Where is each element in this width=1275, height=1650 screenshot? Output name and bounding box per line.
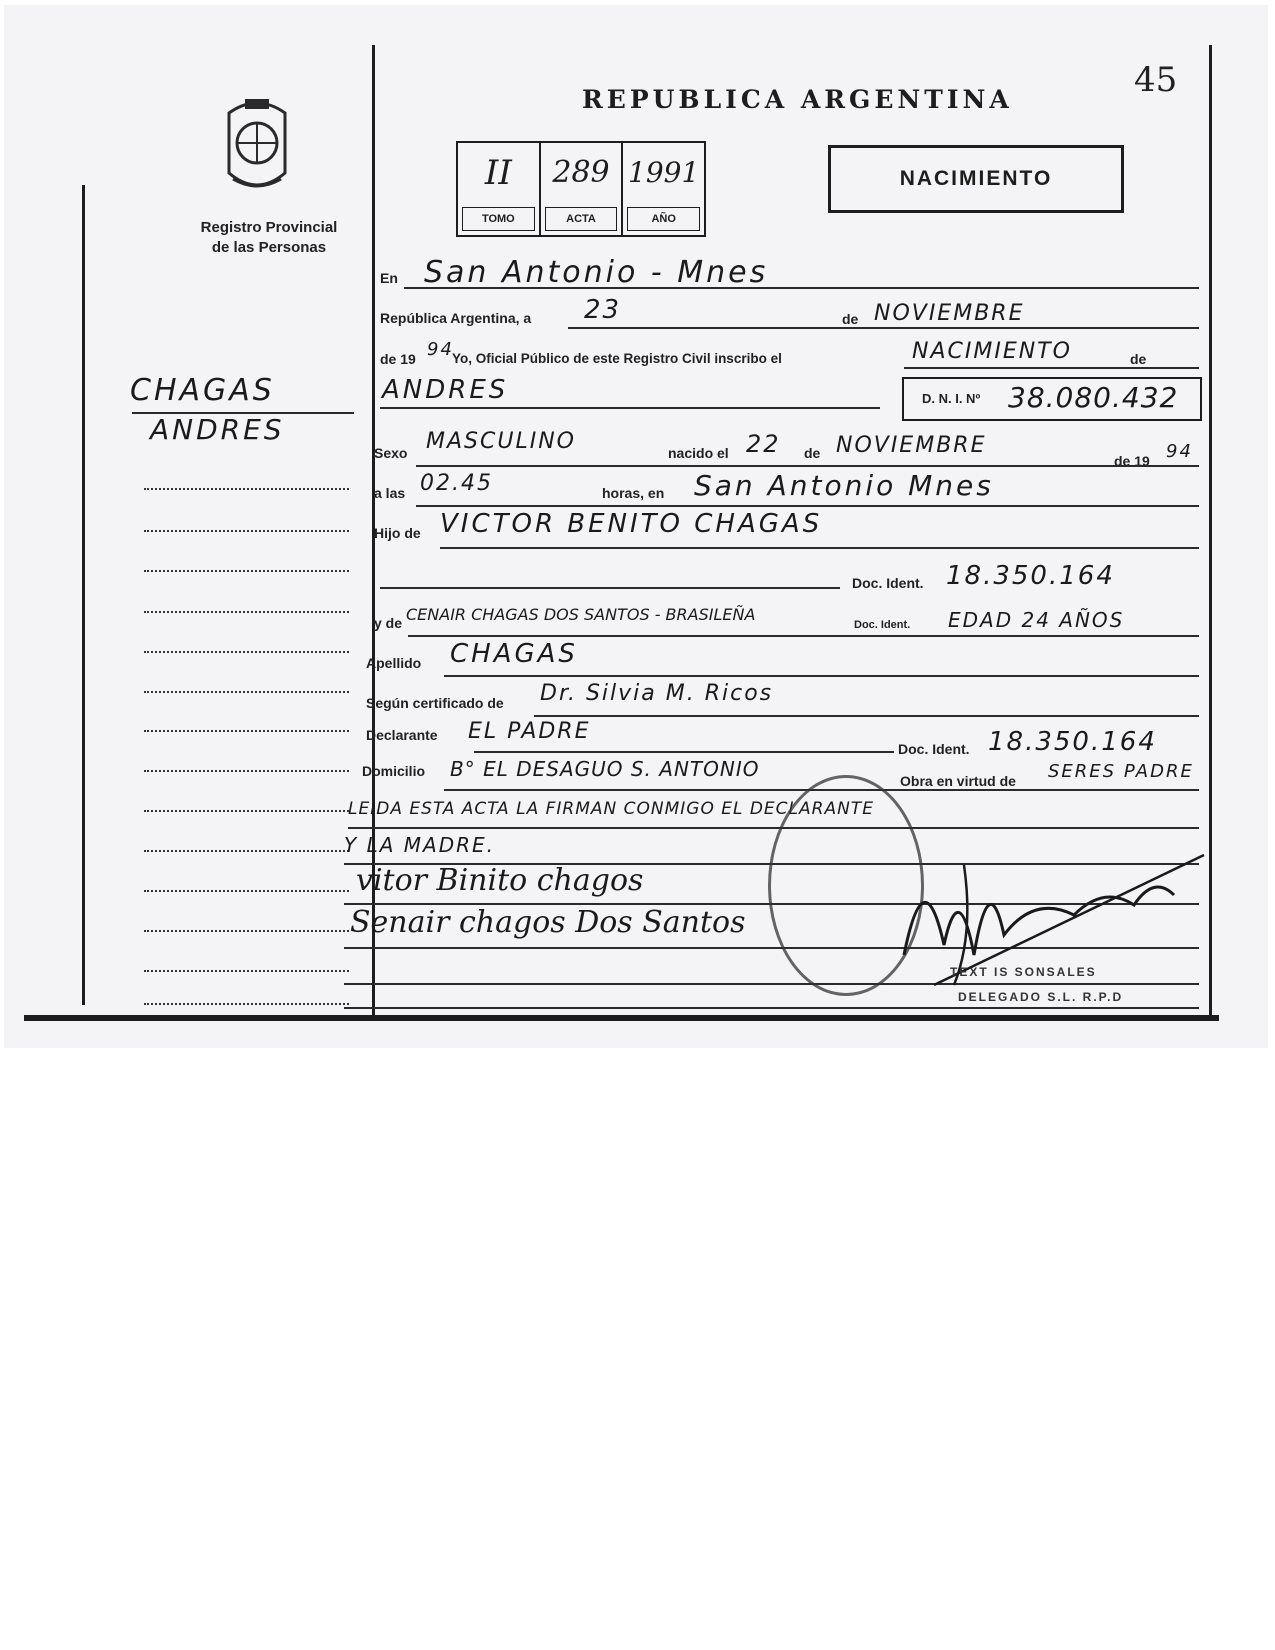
segun-value: Dr. Silvia M. Ricos (540, 681, 774, 706)
row-rule (904, 365, 1199, 369)
de2-label: de (1130, 351, 1147, 367)
row-rule (568, 325, 1199, 329)
row-rule (416, 463, 1199, 467)
mother-doc-label: Doc. Ident. (854, 619, 911, 631)
oficial-label: Yo, Oficial Público de este Registro Civil inscribo el (452, 351, 782, 366)
registry-line-2: de las Personas (211, 239, 327, 256)
obra-label: Obra en virtud de (900, 773, 1016, 789)
birth-month-value: NOVIEMBRE (836, 433, 987, 458)
birth-year-label: de 19 (1114, 453, 1150, 469)
father-signature: vitor Binito chagos (356, 863, 644, 898)
dni-label: D. N. I. Nº (922, 391, 981, 406)
en-value: San Antonio - Mnes (424, 255, 769, 290)
note-line-2: Y LA MADRE. (344, 833, 495, 857)
row-rule (348, 825, 1199, 829)
margin-dotted-line (144, 847, 349, 852)
en-label: En (380, 270, 398, 286)
y-de-label: y de (374, 615, 403, 631)
reference-box (456, 141, 706, 237)
row-rule (380, 585, 840, 589)
hijo-label: Hijo de (374, 525, 421, 541)
row-rule (344, 1005, 1199, 1009)
row-rule (444, 673, 1199, 677)
hour-value: 02.45 (420, 471, 493, 496)
row-rule (416, 503, 1199, 507)
act-value: NACIMIENTO (912, 339, 1072, 364)
day-value: 23 (584, 295, 622, 325)
scanned-document (4, 5, 1268, 1048)
row-rule (534, 713, 1199, 717)
margin-dotted-line (144, 567, 349, 572)
margin-dotted-line (144, 688, 349, 693)
a-las-label: a las (374, 485, 406, 501)
row-rule (474, 749, 894, 753)
margin-note-line-2: ANDRES (150, 413, 285, 446)
note-line-1: LEIDA ESTA ACTA LA FIRMAN CONMIGO EL DECLARANTE (348, 799, 874, 819)
row-rule (408, 633, 1199, 637)
birth-year-value: 94 (1166, 441, 1193, 462)
margin-dotted-line (144, 527, 349, 532)
sexo-value: MASCULINO (426, 429, 576, 454)
tomo-cell (458, 143, 541, 235)
birth-place-value: San Antonio Mnes (694, 469, 994, 502)
dni-box (902, 377, 1202, 421)
margin-dotted-line (144, 767, 349, 772)
margin-note-line-1: CHAGAS (130, 373, 275, 408)
margin-dotted-line (144, 727, 349, 732)
segun-label: Según certificado de (366, 695, 504, 711)
row-rule (404, 285, 1199, 289)
margin-dotted-line (144, 927, 349, 932)
acta-label: ACTA (545, 207, 618, 231)
birth-day-value: 22 (746, 430, 781, 458)
declarante-doc-value: 18.350.164 (988, 727, 1157, 757)
father-value: VICTOR BENITO CHAGAS (440, 509, 823, 539)
ano-cell (623, 143, 704, 235)
official-title: DELEGADO S.L. R.P.D (958, 990, 1124, 1004)
page-number: 45 (1134, 60, 1178, 100)
margin-dotted-line (144, 967, 349, 972)
registry-line-1: Registro Provincial (200, 219, 338, 236)
registry-name (164, 218, 374, 258)
horas-label: horas, en (602, 485, 665, 501)
row-rule (380, 405, 880, 409)
margin-dotted-line (144, 608, 349, 613)
mother-signature: Senair chagos Dos Santos (350, 905, 746, 940)
dni-value: 38.080.432 (1008, 381, 1179, 414)
mother-doc-value: EDAD 24 AÑOS (948, 608, 1125, 632)
declarante-value: EL PADRE (468, 719, 591, 744)
apellido-label: Apellido (366, 655, 422, 671)
mother-value: CENAIR CHAGAS DOS SANTOS - BRASILEÑA (406, 605, 756, 624)
official-name: TEXT IS SONSALES (950, 965, 1097, 979)
name-value: ANDRES (382, 375, 509, 405)
de-label: de (842, 311, 859, 327)
bottom-border-line (24, 1015, 1219, 1021)
margin-dotted-line (144, 485, 349, 490)
margin-dotted-line (144, 807, 349, 812)
ano-label: AÑO (627, 207, 700, 231)
declarante-doc-label: Doc. Ident. (898, 741, 970, 757)
margin-dotted-line (144, 648, 349, 653)
ano-value: 1991 (628, 156, 700, 189)
de3-label: de (804, 445, 821, 461)
margin-dotted-line (144, 887, 349, 892)
acta-value: 289 (552, 155, 610, 190)
year-value: 94 (427, 339, 454, 360)
left-fold-line (82, 185, 85, 1005)
certificate-sheet (4, 5, 1268, 1048)
sexo-label: Sexo (374, 445, 408, 461)
row-rule (440, 545, 1199, 549)
father-doc-value: 18.350.164 (946, 561, 1115, 591)
tomo-label: TOMO (462, 207, 535, 231)
republica-label: República Argentina, a (380, 310, 532, 326)
country-title: REPUBLICA ARGENTINA (582, 85, 1013, 114)
obra-value: SERES PADRE (1048, 761, 1194, 782)
provincial-seal-icon (219, 93, 295, 199)
nacido-label: nacido el (668, 445, 729, 461)
month-value: NOVIEMBRE (874, 301, 1025, 326)
apellido-value: CHAGAS (450, 639, 578, 669)
domicilio-value: B° EL DESAGUO S. ANTONIO (450, 757, 760, 781)
margin-dotted-line (144, 1000, 349, 1005)
year-prefix-label: de 19 (380, 351, 416, 367)
record-type-box: NACIMIENTO (828, 145, 1124, 213)
domicilio-label: Domicilio (362, 763, 426, 779)
acta-cell (541, 143, 624, 235)
doc-ident-label: Doc. Ident. (852, 575, 924, 591)
declarante-label: Declarante (366, 727, 438, 743)
tomo-value: II (484, 153, 512, 193)
